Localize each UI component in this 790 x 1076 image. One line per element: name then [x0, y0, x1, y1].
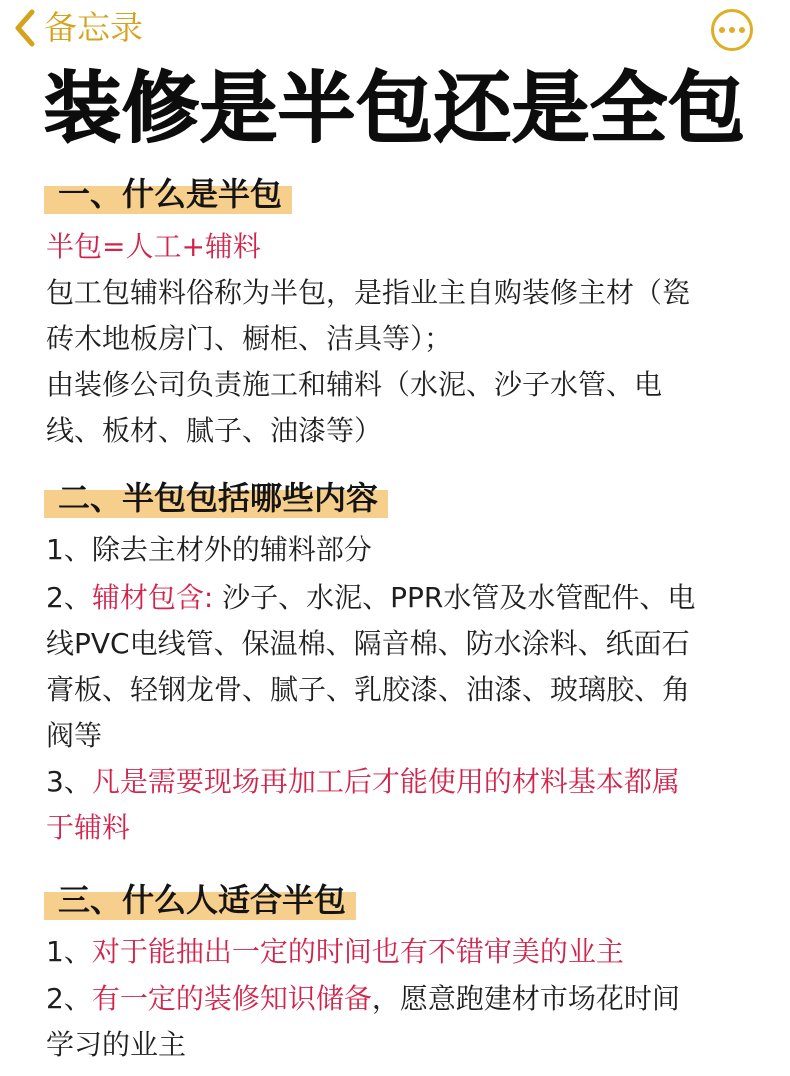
highlight-text: 辅材包含: [91, 581, 214, 614]
list-item-1 [46, 929, 624, 975]
body-line: 由装修公司负责施工和辅料（水泥、沙子水管、电 [46, 368, 663, 401]
highlight-text: 凡是需要现场再加工后才能使用的材料基本都属 [91, 765, 680, 798]
item-number: 2、 [46, 581, 92, 614]
chevron-left-icon [12, 8, 38, 48]
body-line: 膏板、轻钢龙骨、腻子、乳胶漆、油漆、玻璃胶、角 [46, 673, 691, 706]
list-item-3 [46, 759, 680, 805]
more-button[interactable] [711, 9, 753, 51]
more-dots-icon [719, 27, 725, 33]
list-item-1: 1、除去主材外的辅料部分 [46, 533, 372, 566]
back-label: 备忘录 [44, 8, 143, 47]
body-line: 阀等 [46, 719, 103, 752]
section-heading-2: 二、半包包括哪些内容 [44, 478, 388, 518]
highlight-text: 对于能抽出一定的时间也有不错审美的业主 [91, 935, 624, 968]
list-item-2 [46, 575, 695, 621]
body-line: 砖木地板房门、橱柜、洁具等）； [46, 322, 453, 355]
top-bar [0, 0, 790, 58]
more-dot [729, 27, 735, 33]
section-heading-1: 一、什么是半包 [44, 174, 292, 214]
highlight-text: 于辅料 [46, 811, 131, 844]
item-text: ，愿意跑建材市场花时间 [371, 982, 680, 1015]
formula-text: 半包=人工+辅料 [46, 230, 261, 263]
section-heading-3: 三、什么人适合半包 [44, 880, 356, 920]
item-number: 2、 [46, 982, 92, 1015]
page-title: 装修是半包还是全包 [44, 65, 746, 154]
highlight-text: 有一定的装修知识储备 [91, 982, 372, 1015]
list-item-2 [46, 976, 680, 1022]
body-line: 线、板材、腻子、油漆等） [46, 414, 383, 447]
item-number: 3、 [46, 765, 92, 798]
body-line: 包工包辅料俗称为半包，是指业主自购装修主材（瓷 [46, 276, 691, 309]
item-text: 沙子、水泥、PPR水管及水管配件、电 [213, 581, 696, 614]
body-line: 线PVC电线管、保温棉、隔音棉、防水涂料、纸面石 [46, 627, 690, 660]
body-line: 学习的业主 [46, 1028, 187, 1061]
back-button[interactable] [12, 6, 143, 50]
item-number: 1、 [46, 935, 92, 968]
more-dot [739, 27, 745, 33]
